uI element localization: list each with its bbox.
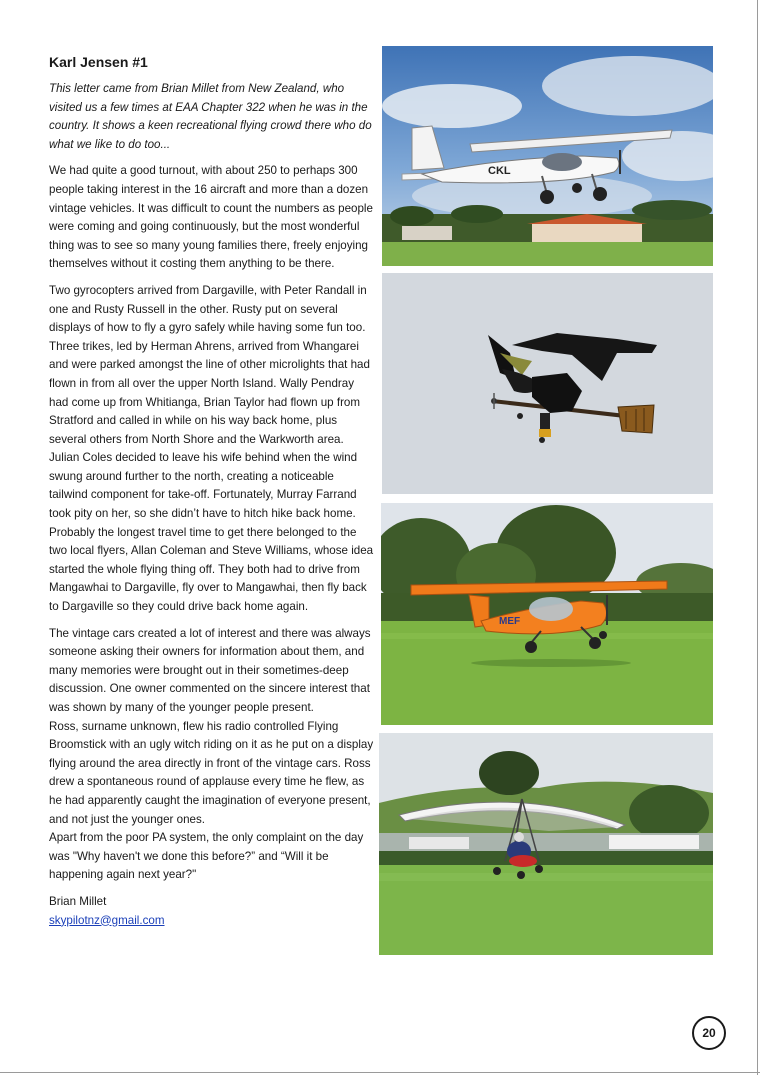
page-edge-right xyxy=(757,0,758,1075)
article-paragraph-2: Two gyrocopters arrived from Dargaville, with Peter Randall in one and Rusty Russell in the other. Rusty put on several displays of how to fly a gyro safely while having some fun too. Three trikes, led by Herman Ahrens, arrived from Whangarei and were parked amongst the line of other microlights that had flown in from all over the upper North Island. Wally Pendray had come up from Whitianga, Brian Taylor had flown up from Stratford and called in while on his way back home, plus several others from North Shore and the Warkworth area. Julian Coles decided to leave his wife behind when the wind swung around further to the north, creating a noticeable tailwind component for take-off. Fortunately, Murray Farrand took pity on her, so she didn’t have to hitch hike back home. Probably the longest travel time to get there belonged to the two local flyers, Allan Coleman and Steve Williams, whose idea started the whole flying thing off. They both had to drive from Mangawhai to Dargaville, fly over to Mangawhai, then fly back to Dargaville so they could drive back home again. xyxy=(49,283,374,614)
photo-flying-broomstick xyxy=(382,273,713,494)
page-number: 20 xyxy=(692,1016,726,1050)
article-paragraph-1: We had quite a good turnout, with about 250 to perhaps 300 people taking interest in the 16 aircraft and more than a dozen vintage vehicles. It was difficult to count the numbers as people were coming and going continuously, but the most wonderful thing was to see so many young families there, freely enjoying themselves without it costing them anything to be there. xyxy=(49,164,373,271)
article-column xyxy=(49,52,375,930)
photo-orange-aircraft xyxy=(381,503,713,725)
photo-trike xyxy=(379,733,713,955)
photo-white-microlight xyxy=(382,46,713,266)
article-paragraph-5: Apart from the poor PA system, the only complaint on the day was "Why haven't we done this before?” and “Will it be happening again next year?" xyxy=(49,831,364,882)
signature-name: Brian Millet xyxy=(49,894,107,908)
signature-email-link[interactable]: skypilotnz@gmail.com xyxy=(49,913,165,927)
article-paragraph-4: Ross, surname unknown, flew his radio controlled Flying Broomstick with an ugly witch riding on it as he put on a display flying around the area directly in front of the vintage cars. Ross drew a spontaneous round of applause every time he flew, as he had apparently caught the imagination of everyone present, and not just the younger ones. xyxy=(49,719,374,826)
article-intro: This letter came from Brian Millet from New Zealand, who visited us a few times at EAA Chapter 322 when he was in the country. It shows a keen recreational flying crowd there who do what we like to do too... xyxy=(49,82,372,151)
page-edge-bottom xyxy=(0,1072,760,1073)
article-paragraph-3: The vintage cars created a lot of interest and there was always someone asking their owners for information about them, and many memories were brought out in their sometimes-deep discussion. One owner commented on the sincere interest that was shown by many of the younger people present. xyxy=(49,626,371,714)
aircraft-registration-orange: MEF xyxy=(499,616,521,627)
article-title: Karl Jensen #1 xyxy=(49,54,148,70)
aircraft-registration: CKL xyxy=(488,165,511,177)
